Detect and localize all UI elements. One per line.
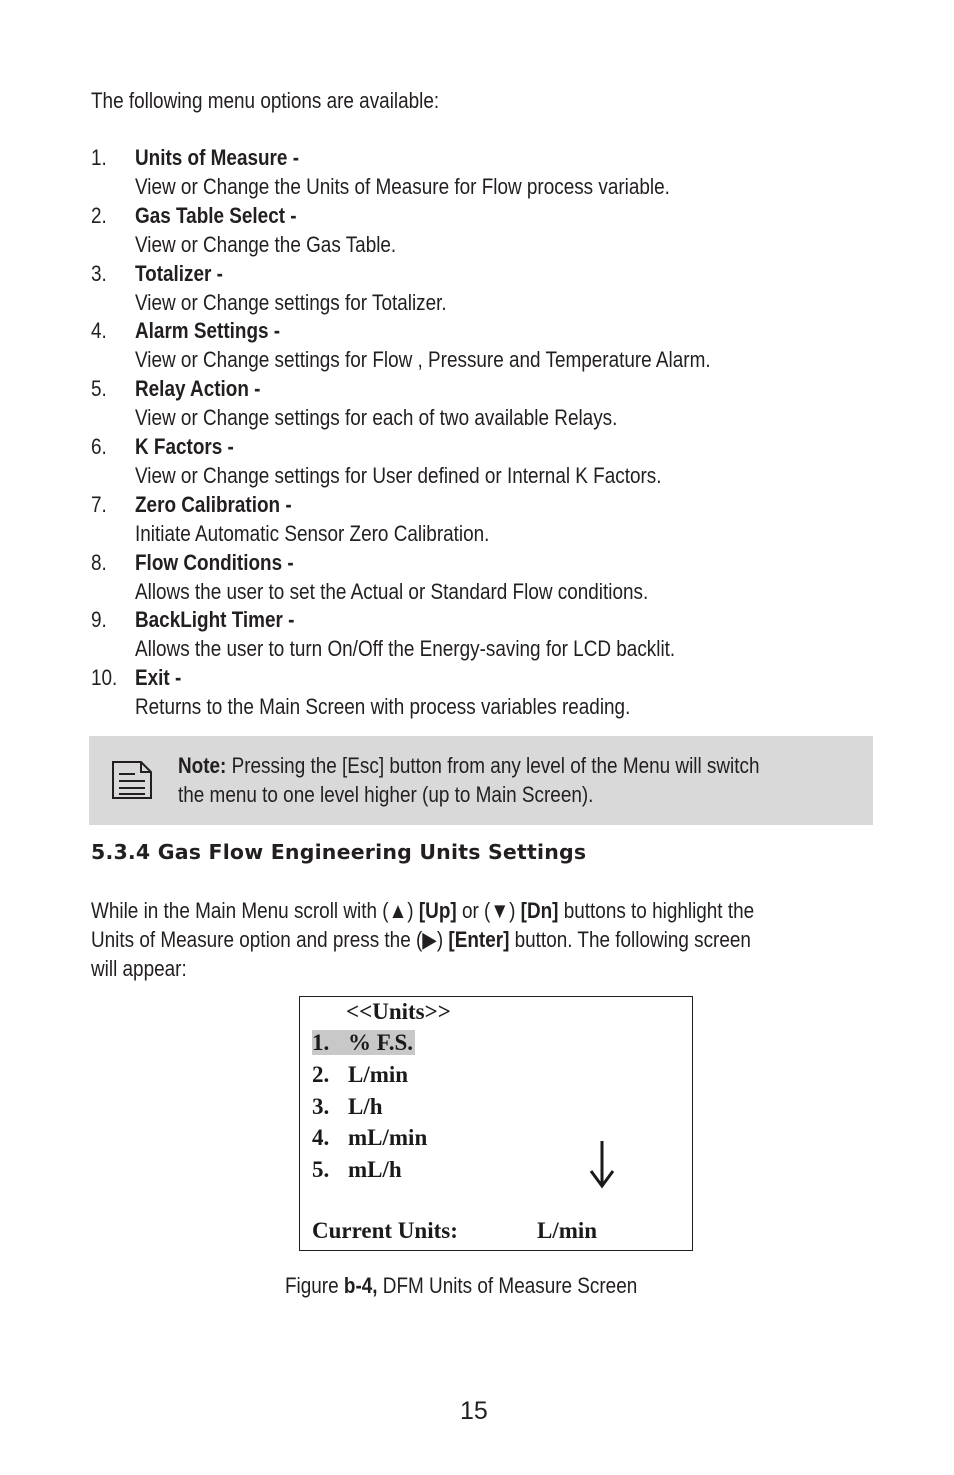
screen-item: 4. mL/min <box>312 1125 428 1150</box>
option-number: 1. <box>91 145 107 170</box>
option-title: Zero Calibration - <box>135 491 292 517</box>
enter-button-label: [Enter] <box>448 927 510 952</box>
paragraph-line: Units of Measure option and press the (▶) [Enter] button. The following screen <box>91 927 751 952</box>
menu-option <box>91 318 891 376</box>
option-title: Exit - <box>135 665 182 691</box>
screen-item-selected: 1. % F.S. <box>312 1030 413 1055</box>
paragraph-line: While in the Main Menu scroll with (▲) [Up] or (▼) [Dn] buttons to highlight the <box>91 898 755 923</box>
option-number: 6. <box>91 433 107 459</box>
down-arrow-icon: ▼ <box>490 898 510 923</box>
figure-caption: Figure b-4, DFM Units of Measure Screen <box>285 1273 638 1298</box>
option-title: Flow Conditions - <box>135 549 294 575</box>
menu-option <box>91 550 891 608</box>
figure-number: b-4, <box>343 1273 378 1298</box>
option-description: View or Change the Units of Measure for Flow process variable. <box>135 174 670 199</box>
intro-text: The following menu options are available: <box>91 88 440 113</box>
option-title: Totalizer - <box>135 260 223 286</box>
option-description: Allows the user to turn On/Off the Energy-saving for LCD backlit. <box>135 636 676 662</box>
screen-title: <<Units>> <box>346 999 451 1024</box>
option-title: Gas Table Select - <box>135 202 297 228</box>
paragraph-line: will appear: <box>91 956 187 981</box>
option-number: 8. <box>91 549 107 575</box>
screen-item <box>312 1030 415 1056</box>
option-description: View or Change settings for Totalizer. <box>135 289 447 315</box>
menu-option <box>91 376 891 434</box>
option-title: BackLight Timer - <box>135 607 295 633</box>
menu-option <box>91 492 891 550</box>
option-description: View or Change settings for User defined or Internal K Factors. <box>135 462 662 488</box>
menu-option <box>91 607 891 665</box>
screen-item: 5. mL/h <box>312 1157 402 1182</box>
option-number: 4. <box>91 318 107 344</box>
up-arrow-icon: ▲ <box>388 898 408 923</box>
menu-option <box>91 434 891 492</box>
current-units-label: Current Units: <box>312 1218 458 1243</box>
option-title: K Factors - <box>135 433 234 459</box>
arrow-down-icon <box>589 1139 615 1189</box>
menu-option <box>91 145 891 203</box>
screen-item: 2. L/min <box>312 1062 409 1087</box>
option-number: 3. <box>91 260 107 286</box>
option-description: Allows the user to set the Actual or Standard Flow conditions. <box>135 578 649 604</box>
option-number: 9. <box>91 607 107 633</box>
option-description: View or Change settings for Flow , Pressure and Temperature Alarm. <box>135 347 711 373</box>
option-title: Alarm Settings - <box>135 318 281 344</box>
option-number: 7. <box>91 491 107 517</box>
menu-option <box>91 665 891 723</box>
option-number: 10. <box>91 665 118 691</box>
screen-item: 3. L/h <box>312 1094 383 1119</box>
section-heading: 5.3.4 Gas Flow Engineering Units Settings <box>91 840 587 864</box>
option-number: 5. <box>91 376 107 402</box>
option-description: Returns to the Main Screen with process variables reading. <box>135 694 631 720</box>
enter-arrow-icon: ▶ <box>422 927 437 952</box>
option-description: Initiate Automatic Sensor Zero Calibration. <box>135 520 490 546</box>
note-box <box>89 736 873 825</box>
up-button-label: [Up] <box>418 898 457 923</box>
menu-option <box>91 261 891 319</box>
lcd-units-screen <box>299 996 693 1251</box>
option-number: 2. <box>91 202 107 228</box>
current-units-row <box>312 1218 598 1244</box>
page-number: 15 <box>460 1397 488 1425</box>
note-line <box>178 753 760 779</box>
option-description: View or Change settings for each of two available Relays. <box>135 405 618 431</box>
option-description: View or Change the Gas Table. <box>135 231 397 257</box>
note-icon <box>111 760 153 800</box>
current-units-value: L/min <box>537 1218 598 1243</box>
note-text: Pressing the [Esc] button from any level of the Menu will switch <box>226 753 760 778</box>
menu-options-list <box>91 145 891 723</box>
note-line: the menu to one level higher (up to Main Screen). <box>178 782 594 807</box>
menu-option <box>91 203 891 261</box>
down-button-label: [Dn] <box>520 898 559 923</box>
option-title: Relay Action - <box>135 376 261 402</box>
note-label: Note: <box>178 753 227 778</box>
option-title: Units of Measure - <box>135 145 300 170</box>
